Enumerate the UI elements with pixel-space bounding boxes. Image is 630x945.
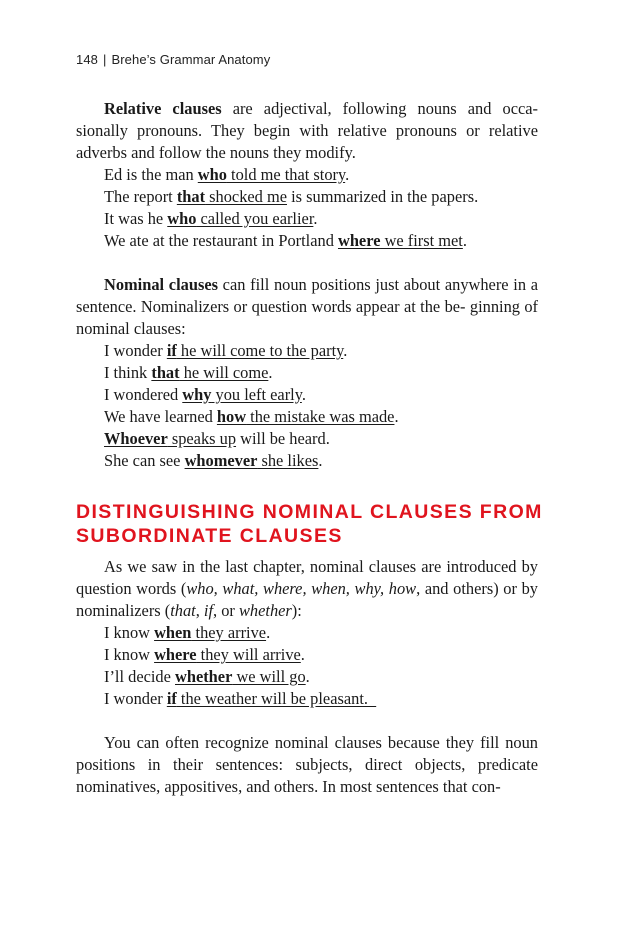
underlined-clause — [177, 187, 287, 206]
clause-text: told me that story — [226, 165, 346, 184]
example-text: Ed is the man — [104, 165, 198, 184]
paragraph-text: As we saw in the last chapter, nominal clauses are introduced — [104, 557, 517, 576]
underlined-clause — [104, 429, 236, 448]
example-sentence — [104, 406, 538, 428]
underlined-clause — [185, 451, 319, 470]
paragraph-line: ginning of nominal clauses: — [76, 297, 538, 338]
nominalizer-word: if — [166, 689, 177, 708]
clause-text: he will come to the party — [176, 341, 344, 360]
example-sentence — [104, 428, 538, 450]
nominal-clause-examples-2 — [76, 622, 538, 710]
example-text: I know — [104, 645, 155, 664]
example-text: . — [394, 407, 399, 426]
paragraph-text: , — [195, 601, 204, 620]
example-text: . — [462, 231, 467, 250]
question-word: when — [154, 623, 192, 642]
question-word: how — [216, 407, 247, 426]
example-text: . — [300, 645, 305, 664]
paragraph-line: in a sentence. Nominalizers or question words appear at the be- — [76, 275, 538, 316]
underlined-clause — [338, 231, 463, 250]
example-text: We have learned — [104, 407, 217, 426]
underlined-clause — [154, 623, 266, 642]
example-sentence — [104, 340, 538, 362]
paragraph-text: , or — [213, 601, 239, 620]
clause-text: they arrive — [191, 623, 267, 642]
paragraph-line: adverbs and follow the nouns they modify. — [76, 143, 356, 162]
nominalizer-word: if — [166, 341, 177, 360]
paragraph-line: are adjectival, following nouns and occa- — [221, 99, 538, 118]
question-word: why — [182, 385, 212, 404]
example-sentence — [104, 666, 538, 688]
example-sentence — [104, 208, 538, 230]
paragraph-line: can fill noun positions just about anywhere — [217, 275, 509, 294]
nominalizer-term: that — [170, 601, 196, 620]
example-text: I know — [104, 623, 155, 642]
example-text: will be heard. — [236, 429, 330, 448]
example-text: . — [301, 385, 306, 404]
nominalizer-word: whether — [175, 667, 233, 686]
example-sentence — [104, 230, 538, 252]
example-text: . — [343, 341, 348, 360]
relative-word: who — [167, 209, 197, 228]
example-text: I wonder — [104, 689, 167, 708]
relative-clause-examples — [76, 164, 538, 252]
example-sentence — [104, 622, 538, 644]
page-number: 148 — [76, 52, 98, 67]
clause-text: the mistake was made — [246, 407, 395, 426]
clause-text: speaks up — [167, 429, 237, 448]
header-separator: | — [103, 52, 107, 67]
example-text: . — [266, 623, 271, 642]
underlined-clause — [182, 385, 302, 404]
running-head — [76, 52, 270, 67]
question-word-list: who, what, where, when, why, how — [186, 579, 417, 598]
paragraph-line: nominatives, appositives, and others. In most sentences that con- — [76, 777, 501, 796]
example-text: . — [305, 667, 310, 686]
underlined-clause — [167, 689, 376, 708]
example-sentence — [104, 450, 538, 472]
example-text: . — [268, 363, 273, 382]
underlined-clause — [154, 645, 301, 664]
example-text: I wonder — [104, 341, 167, 360]
nominalizer-term: if — [203, 601, 214, 620]
underlined-clause — [198, 165, 345, 184]
intro-paragraph — [76, 556, 538, 622]
relative-word: that — [176, 187, 206, 206]
underlined-clause — [167, 341, 343, 360]
example-text: We ate at the restaurant in Portland — [104, 231, 338, 250]
example-text: The report — [104, 187, 177, 206]
nominalizer-word: that — [151, 363, 180, 382]
example-text: I’ll decide — [104, 667, 175, 686]
example-sentence — [104, 186, 538, 208]
nominalizer-term: whether — [238, 601, 292, 620]
clause-text: you left early — [211, 385, 302, 404]
paragraph-line: positions in their sentences: subjects, direct objects, predicate — [76, 755, 538, 774]
clause-text: called you earlier — [196, 209, 314, 228]
underlined-clause — [167, 209, 313, 228]
clause-text: we first met — [380, 231, 463, 250]
clause-text: shocked me — [205, 187, 287, 206]
clause-text: they will arrive — [196, 645, 301, 664]
example-text: . — [318, 451, 323, 470]
relative-clauses-paragraph — [76, 98, 538, 164]
paragraph-line: sionally pronouns. They begin with relative pronouns or relative — [76, 121, 538, 140]
paragraph-text: , and — [416, 579, 449, 598]
paragraph-text: others) or by nominalizers ( — [76, 579, 538, 620]
example-text: I think — [104, 363, 152, 382]
question-word: whomever — [184, 451, 258, 470]
nominal-clauses-paragraph — [76, 274, 538, 340]
underlined-clause — [151, 363, 268, 382]
clause-text: we will go — [232, 667, 306, 686]
example-text: . — [313, 209, 318, 228]
paragraph-line: You can often recognize nominal clauses because they fill noun — [104, 733, 538, 752]
example-sentence — [104, 688, 538, 710]
nominal-clause-examples — [76, 340, 538, 472]
section-heading-line: DISTINGUISHING NOMINAL CLAUSES FROM — [76, 501, 543, 523]
example-text: . — [345, 165, 350, 184]
example-text: is summarized in the papers. — [287, 187, 479, 206]
relative-word: where — [337, 231, 381, 250]
section-heading — [76, 500, 543, 548]
paragraph-text: by question words ( — [76, 557, 538, 598]
example-sentence — [104, 362, 538, 384]
question-word: where — [154, 645, 197, 664]
closing-paragraph — [76, 732, 538, 798]
clause-text: she likes — [257, 451, 319, 470]
example-text: I wondered — [104, 385, 183, 404]
section-heading-line: SUBORDINATE CLAUSES — [76, 525, 343, 547]
question-word: Whoever — [104, 429, 168, 448]
example-text: She can see — [104, 451, 185, 470]
nominal-clauses-term: Nominal clauses — [104, 275, 218, 294]
clause-text: he will come — [179, 363, 269, 382]
example-sentence — [104, 384, 538, 406]
example-text: It was he — [104, 209, 168, 228]
underlined-clause — [175, 667, 306, 686]
example-sentence — [104, 164, 538, 186]
page-body — [76, 98, 543, 798]
clause-text: the weather will be pleasant. — [176, 689, 377, 708]
relative-word: who — [197, 165, 227, 184]
relative-clauses-term: Relative clauses — [104, 99, 222, 118]
example-sentence — [104, 644, 538, 666]
paragraph-text: ): — [291, 601, 302, 620]
book-title: Brehe’s Grammar Anatomy — [111, 52, 271, 67]
underlined-clause — [217, 407, 395, 426]
